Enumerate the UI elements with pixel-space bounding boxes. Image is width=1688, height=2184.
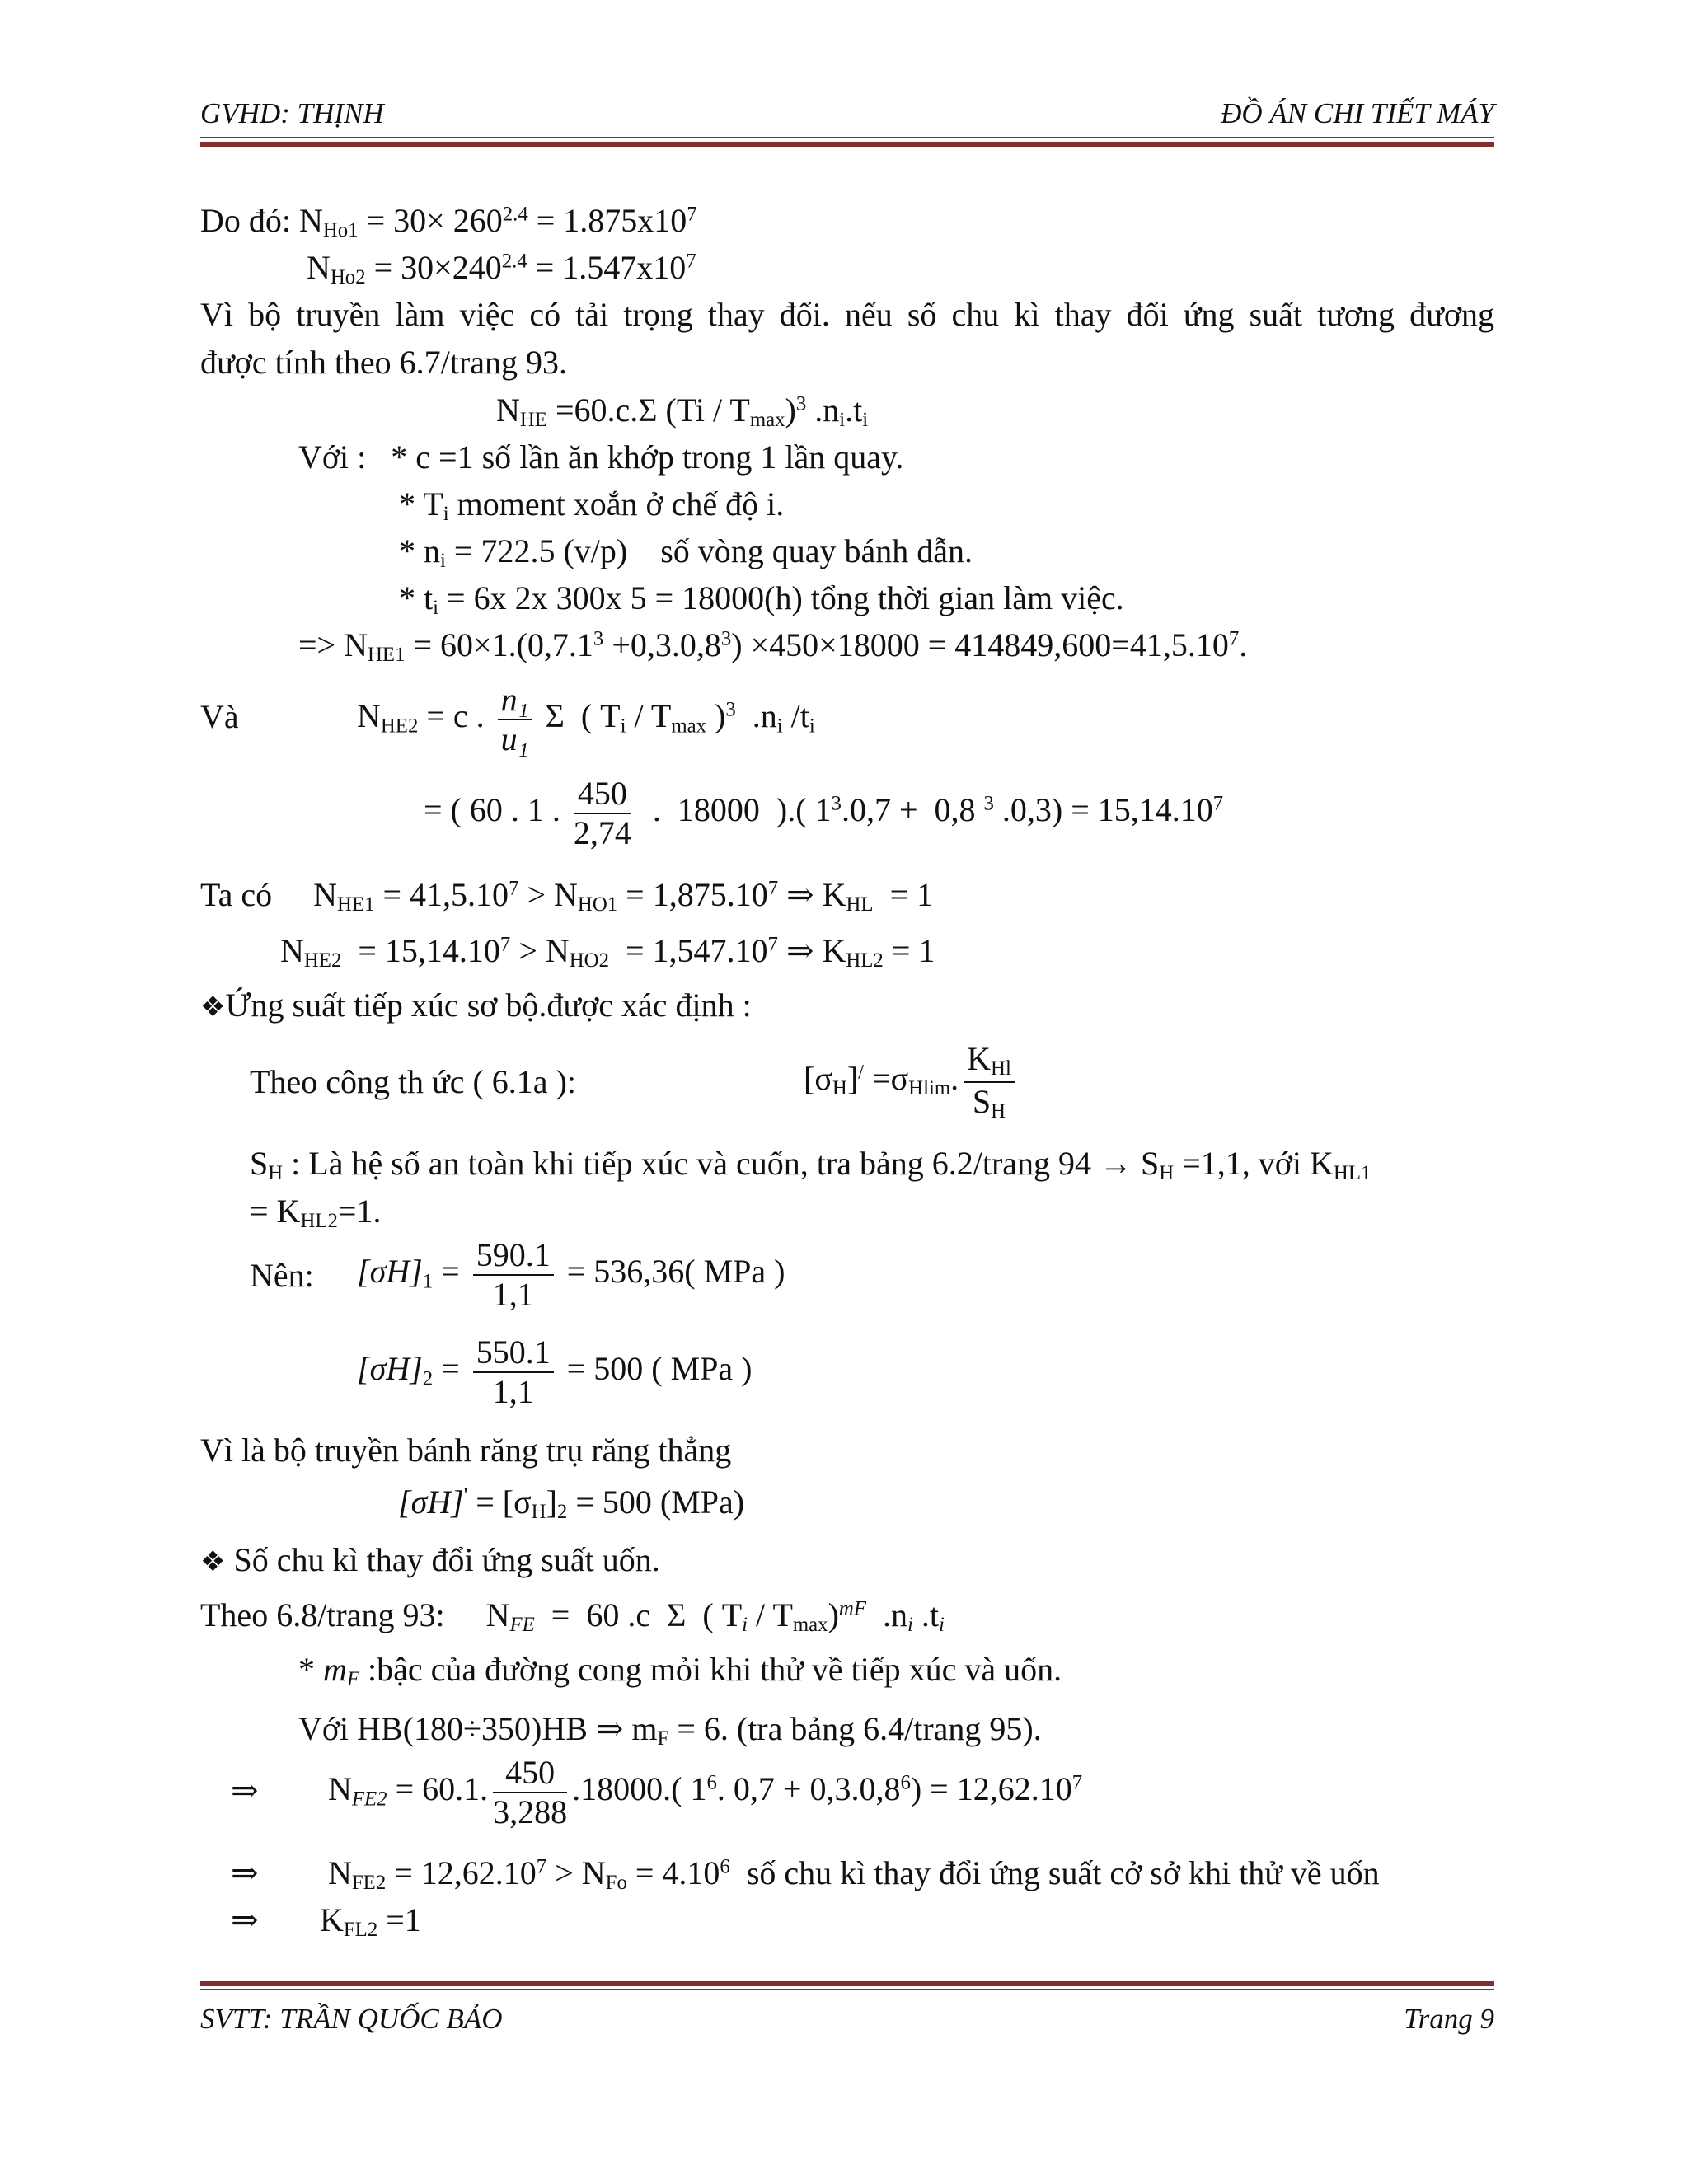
section-heading-bending: ❖ Số chu kì thay đổi ứng suất uốn.: [200, 1541, 660, 1578]
header-rule-thin: [200, 137, 1494, 138]
header-title: ĐỒ ÁN CHI TIẾT MÁY: [1221, 97, 1494, 129]
label-va: Và: [200, 698, 239, 735]
compare-1: Ta có $N_{HE1} = 41,5.10^7 > N_{HO1} = 1,875.10^7$ ⇒ $K_{HL} = 1$: [200, 876, 934, 916]
header-rule-thick: [200, 142, 1494, 147]
nfe2-arrow: ⇒: [231, 1772, 259, 1809]
where-t: * $t_i = 6x$ 2x 300x 5 = 18000(h) tổng thời gian làm việc.: [399, 579, 1124, 620]
sigma-h1: $[\sigma H]_1$ = $\frac{590.1}{1,1}$ = 536,36( MPa ): [357, 1236, 785, 1313]
where-ni: * $n_i = 722.5$ (v/p) số vòng quay bánh dẫn.: [399, 532, 973, 573]
spur-gear-line: Vì là bộ truyền bánh răng trụ răng thẳng: [200, 1432, 732, 1469]
hb-line: Với HB(180÷350)HB ⇒ $m_F = 6$. (tra bảng 6.4/trang 95).: [298, 1710, 1042, 1750]
fraction-n1-u1: $\frac{\text{n₁}}{\text{u₁}}$: [498, 681, 532, 758]
footer-student: SVTT: TRẦN QUỐC BẢO: [200, 2003, 503, 2035]
sh-line-1: $S_H$ : Là hệ số an toàn khi tiếp xúc và cuốn, tra bảng 6.2/trang $94 \to S_H =1,1$, với $K_{HL1}$: [250, 1145, 1372, 1185]
formula-sigma-h: $[\sigma_H]^/ =\sigma_{Hlim}$. $K_{Hl}$ $S_H$: [804, 1040, 1020, 1123]
formula-label: Theo công th ức ( 6.1a ):: [250, 1063, 576, 1100]
footer-rule-thick: [200, 1981, 1494, 1986]
compare-nfe2: $N_{FE2} = 12,62.10^7 > N_{Fo} = 4.10^6$ số chu kì thay đổi ứng suất cở sở khi thử về uốn: [328, 1854, 1380, 1895]
sh-line-2: = $K_{HL2}=1$.: [250, 1193, 382, 1233]
fraction-khl-sh: $K_{Hl}$ $S_H$: [964, 1040, 1015, 1123]
fraction-450-3288: $\frac{450}{3,288}$: [493, 1754, 568, 1830]
section-heading-contact: ❖Ứng suất tiếp xúc sơ bộ.được xác định :: [200, 987, 752, 1024]
paragraph-line-2: được tính theo 6.7/trang 93.: [200, 344, 567, 381]
formula-nhe2: $N_{HE2} = c$ . $\frac{\text{n₁}}{\text{u₁}}$ Σ ( $T_i / T_{max}$ )$^3$ $.n_i$ $/t_i$: [357, 681, 815, 757]
header-instructor: GVHD: THỊNH: [200, 97, 384, 129]
formula-nfe: Theo 6.8/trang 93: $N_{FE} = 60$ .c Σ ( $T_i / T_{max})^{mF}$ $.n_i$ $.t_i$: [200, 1596, 945, 1637]
fraction-590-11: $\frac{590.1}{1,1}$: [473, 1236, 554, 1314]
result-nfe2: $N_{FE2} = 60.1$. $\frac{450}{3,288}$ .18000.( $1^6$. $0,7 + 0,3.0,8^6) = 12,62.10^7$: [328, 1754, 1083, 1830]
bullet-diamond-icon-2: ❖: [200, 1545, 226, 1578]
sigma-h-allowable: $[\sigma H]' = [\sigma_H]_2 = 500$ (MPa): [398, 1483, 745, 1524]
where-ti: * $T_i$ moment xoắn ở chế độ i.: [399, 485, 785, 526]
compare-2: $N_{HE2} = 15,14.10^7 > N_{HO2} = 1,547.10^7$ ⇒ $K_{HL2} = 1$: [280, 932, 935, 972]
result-kfl2: $K_{FL2} =1$: [320, 1901, 421, 1942]
result-nhe2: = ( 60 . 1 . $\frac{450}{2,74}$ . 18000 ).( $1^3.0,7 + 0,8$ $^3$ $.0,3) = 15,14.10^7$: [424, 775, 1224, 851]
sigma-h2: $[\sigma H]_2$ = $\frac{550.1}{1,1}$ = 500 ( MPa ): [357, 1333, 753, 1410]
kfl2-arrow: ⇒: [231, 1901, 259, 1938]
result-nhe1: => $N_{HE1} = 60\times 1.(0,7.1^3 +0,3.0,8^3) \times 450\times 18000 = 414849,600=41,5.10^7$.: [298, 626, 1248, 667]
paragraph-line-1: Vì bộ truyền làm việc có tải trọng thay đổi. nếu số chu kì thay đổi ứng suất tương đương: [200, 296, 1494, 333]
fraction-550-11: $\frac{550.1}{1,1}$: [473, 1333, 554, 1411]
where-c: Với : * c =1 số lần ăn khớp trong 1 lần quay.: [298, 438, 904, 476]
line-nho2: $N_{Ho2} = 30\times 240^{2.4} = 1.547x10^7$: [307, 249, 696, 289]
mf-definition: * $m_F$ :bậc của đường cong mỏi khi thử về tiếp xúc và uốn.: [298, 1651, 1062, 1691]
fraction-450-274: $\frac{450}{2,74}$: [573, 775, 631, 851]
footer-rule-thin: [200, 1989, 1494, 1990]
label-nen: Nên:: [250, 1257, 314, 1294]
compare-fe-arrow: ⇒: [231, 1854, 259, 1891]
formula-nhe: $N_{HE} =60.c.\Sigma$ $(Ti / T_{max})^3$ $.n_i.t_i$: [496, 391, 869, 432]
bullet-diamond-icon: ❖: [200, 991, 226, 1024]
page-number: Trang 9: [1404, 2003, 1494, 2035]
line-nho1: Do đó: $N_{Ho1} = 30\times 260^{2.4} = 1.875x10^7$: [200, 202, 697, 242]
